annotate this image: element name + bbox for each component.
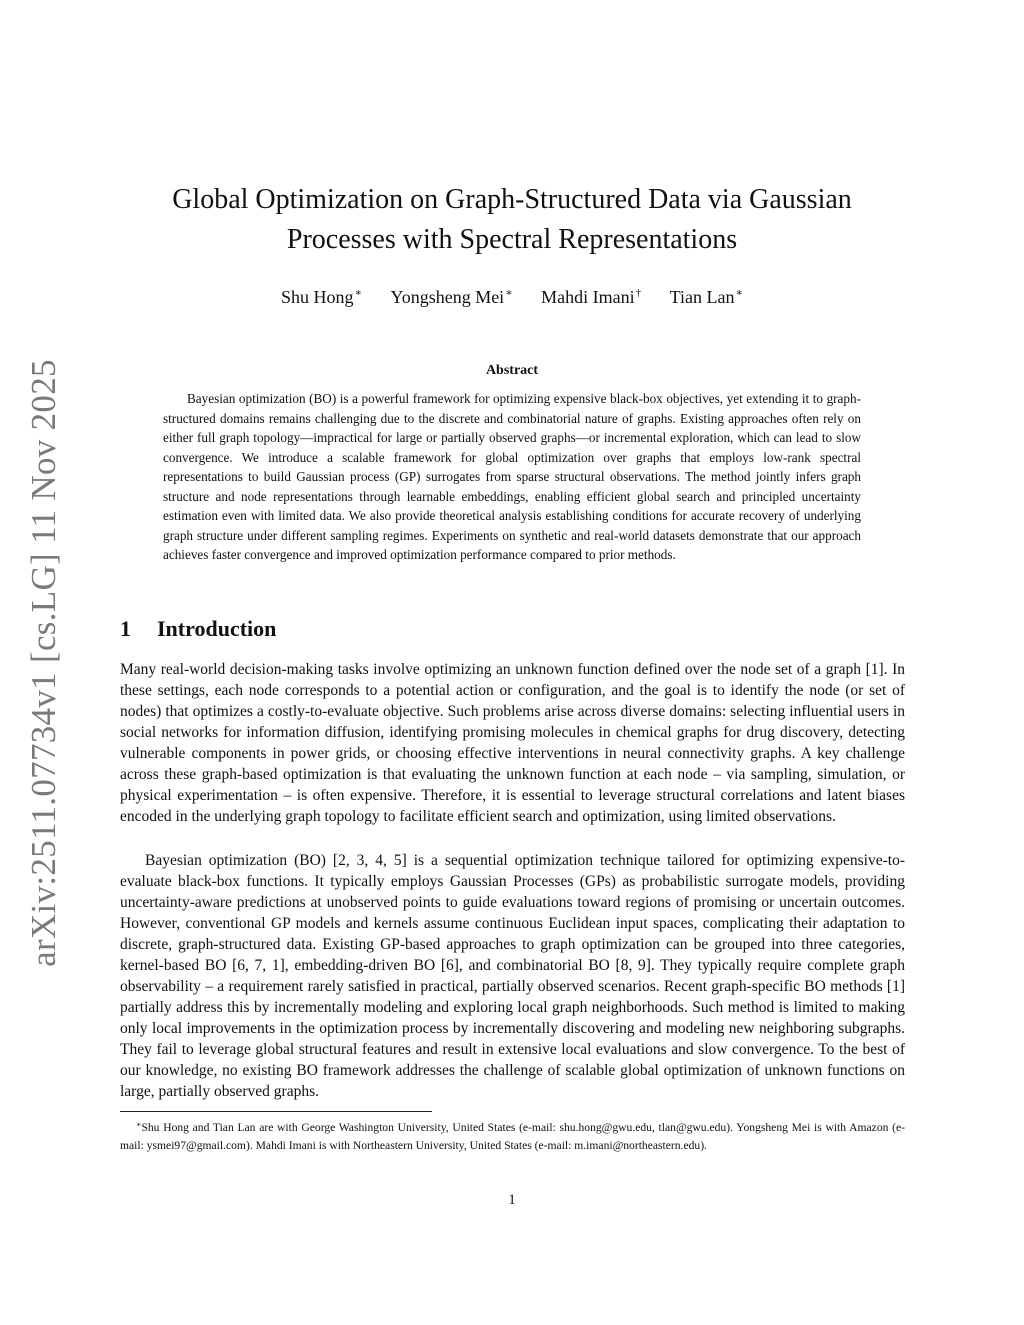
author-affiliation-mark: ∗ bbox=[354, 287, 362, 299]
footnote-divider bbox=[120, 1111, 432, 1112]
author-name: Tian Lan∗ bbox=[669, 287, 743, 307]
footnote-mark: ∗ bbox=[136, 1120, 142, 1129]
author-list bbox=[120, 280, 904, 310]
page-number: 1 bbox=[508, 1192, 516, 1208]
abstract-text: Bayesian optimization (BO) is a powerful framework for optimizing expensive black-box objectives, yet extending it to graph-structured domains remains challenging due to the discrete and combinatorial nature of graphs. Existing approaches often rely on either full graph topology—impractical for large or partially observed graphs—or incremental exploration, which can lead to slow convergence. We introduce a scalable framework for global optimization over graphs that employs low-rank spectral representations to build Gaussian process (GP) surrogates from sparse structural observations. The method jointly infers graph structure and node representations through learnable embeddings, enabling efficient global search and principled uncertainty estimation even with limited data. We also provide theoretical analysis establishing conditions for accurate recovery of underlying graph structure under different sampling regimes. Experiments on synthetic and real-world datasets demonstrate that our approach achieves faster convergence and improved optimization performance compared to prior methods. bbox=[163, 391, 861, 562]
paper-title: Global Optimization on Graph-Structured Data via Gaussian Processes with Spectral Representations bbox=[172, 184, 852, 255]
introduction-paragraph-1: Many real-world decision-making tasks involve optimizing an unknown function defined over the node set of a graph [1]. In these settings, each node corresponds to a potential action or configuration, and the goal is to identify the node (or set of nodes) that optimizes a costly-to-evaluate objective. Such problems arise across diverse domains: selecting influential users in social networks for information diffusion, identifying promising molecules in chemical graphs for drug discovery, detecting vulnerable components in power grids, or choosing effective interventions in neural connectivity graphs. A key challenge across these graph-based optimization is that evaluating the unknown function at each node – via sampling, simulation, or physical experimentation – is often expensive. Therefore, it is essential to leverage structural correlations and latent biases encoded in the underlying graph topology to facilitate efficient search and optimization, using limited observations. bbox=[120, 661, 905, 825]
section-title: Introduction bbox=[157, 616, 277, 641]
section-heading-introduction bbox=[120, 615, 276, 643]
affiliation-footnote bbox=[120, 1116, 905, 1155]
arxiv-identifier-stamp: arXiv:2511.07734v1 [cs.LG] 11 Nov 2025 bbox=[24, 359, 63, 967]
author-affiliation-mark: ∗ bbox=[505, 287, 513, 299]
introduction-paragraph-2: Bayesian optimization (BO) [2, 3, 4, 5] is a sequential optimization technique tailored for optimizing expensive-to-evaluate black-box functions. It typically employs Gaussian Processes (GPs) as probabilistic surrogate models, providing uncertainty-aware predictions at unobserved points to guide evaluations toward regions of promising or uncertain outcomes. However, conventional GP models and kernels assume continuous Euclidean input spaces, complicating their adaptation to discrete, graph-structured data. Existing GP-based approaches to graph optimization can be grouped into three categories, kernel-based BO [6, 7, 1], embedding-driven BO [6], and combinatorial BO [8, 9]. They typically require complete graph observability – a requirement rarely satisfied in practical, partially observed scenarios. Recent graph-specific BO methods [1] partially address this by incrementally modeling and exploring local graph neighborhoods. Such method is limited to making only local improvements in the optimization process by incrementally discovering and modeling new neighboring subgraphs. They fail to leverage global structural features and result in extensive local evaluations and slow convergence. To the best of our knowledge, no existing BO framework addresses the challenge of scalable global optimization of unknown functions on large, partially observed graphs. bbox=[120, 852, 905, 1100]
author-name: Yongsheng Mei∗ bbox=[390, 287, 513, 307]
footnote-text: Shu Hong and Tian Lan are with George Washington University, United States (e-mail: shu.hong@gwu.edu, tlan@gwu.edu). Yongsheng Mei is with Amazon (e-mail: ysmei97@gmail.com). Mahdi Imani is with Northeastern University, United States (e-mail: m.imani@northeastern.edu). bbox=[120, 1121, 905, 1152]
author-name: Mahdi Imani† bbox=[541, 287, 642, 307]
author-affiliation-mark: † bbox=[635, 287, 642, 299]
section-number: 1 bbox=[120, 616, 131, 641]
author-name: Shu Hong∗ bbox=[281, 287, 362, 307]
abstract-heading: Abstract bbox=[485, 363, 539, 378]
author-affiliation-mark: ∗ bbox=[735, 287, 743, 299]
